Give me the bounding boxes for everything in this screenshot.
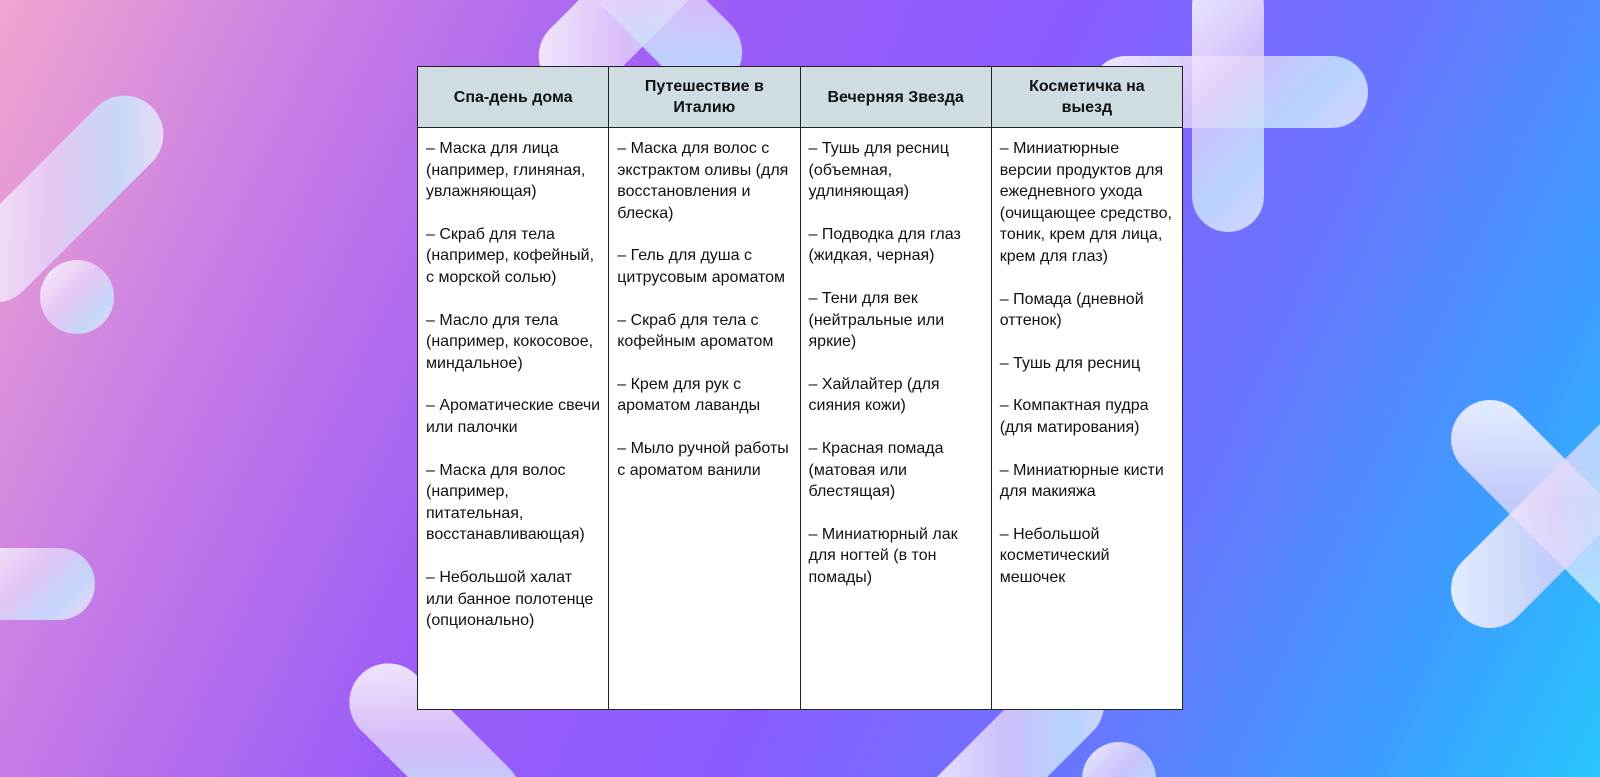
list-item: – Маска для волос с экстрактом оливы (для восстановления и блеска) <box>617 140 789 222</box>
list-item: – Тушь для ресниц <box>999 354 1141 372</box>
list-item: – Помада (дневной оттенок) <box>999 290 1144 330</box>
list-item: – Подводка для глаз (жидкая, черная) <box>808 225 961 265</box>
list-item: – Тушь для ресниц (объемная, удлиняющая) <box>808 140 949 201</box>
list-item: – Миниатюрные версии продуктов для ежедневного ухода (очищающее средство, тоник, крем для лица, крем для глаз) <box>999 140 1172 265</box>
list-item: – Ароматические свечи или палочки <box>426 397 601 436</box>
list-item: – Красная помада (матовая или блестящая) <box>808 439 944 501</box>
list-item: – Хайлайтер (для сияния кожи) <box>808 375 940 415</box>
list-item: – Небольшой халат или банное полотенце (опционально) <box>426 568 594 630</box>
column-header: Спа-день дома <box>418 67 609 128</box>
list-item: – Миниатюрный лак для ногтей (в тон помады) <box>808 525 958 586</box>
list-item: – Гель для душа с цитрусовым ароматом <box>617 247 786 286</box>
column-header: Путешествие в Италию <box>609 67 800 128</box>
decor-circle <box>1082 742 1156 777</box>
table-header-row <box>418 67 1183 128</box>
cosmetics-kits-table <box>417 66 1183 710</box>
decor-bar <box>0 548 95 620</box>
table-cell-italy <box>609 128 800 710</box>
list-item: – Мыло ручной работы с ароматом ванили <box>617 439 789 479</box>
list-item: – Крем для рук с ароматом лаванды <box>617 375 761 415</box>
column-header: Вечерняя Звезда <box>800 67 991 128</box>
list-item: – Скраб для тела (например, кофейный, с морской солью) <box>426 225 595 286</box>
list-item: – Компактная пудра (для матирования) <box>999 397 1149 436</box>
table-cell-evening-star <box>800 128 991 710</box>
list-item: – Масло для тела (например, кокосовое, миндальное) <box>426 311 594 372</box>
list-item: – Миниатюрные кисти для макияжа <box>999 461 1164 501</box>
table-cell-spa <box>418 128 609 710</box>
column-header: Косметичка на выезд <box>991 67 1182 128</box>
decor-circle <box>40 260 114 334</box>
list-item: – Тени для век (нейтральные или яркие) <box>808 289 945 351</box>
list-item: – Небольшой косметический мешочек <box>999 525 1110 586</box>
list-item: – Маска для лица (например, глиняная, увлажняющая) <box>426 140 586 201</box>
list-item: – Маска для волос (например, питательная, восстанавливающая) <box>426 461 585 544</box>
table-cell-travel-bag <box>991 128 1182 710</box>
table-row <box>418 128 1183 710</box>
list-item: – Скраб для тела с кофейным ароматом <box>617 311 774 351</box>
